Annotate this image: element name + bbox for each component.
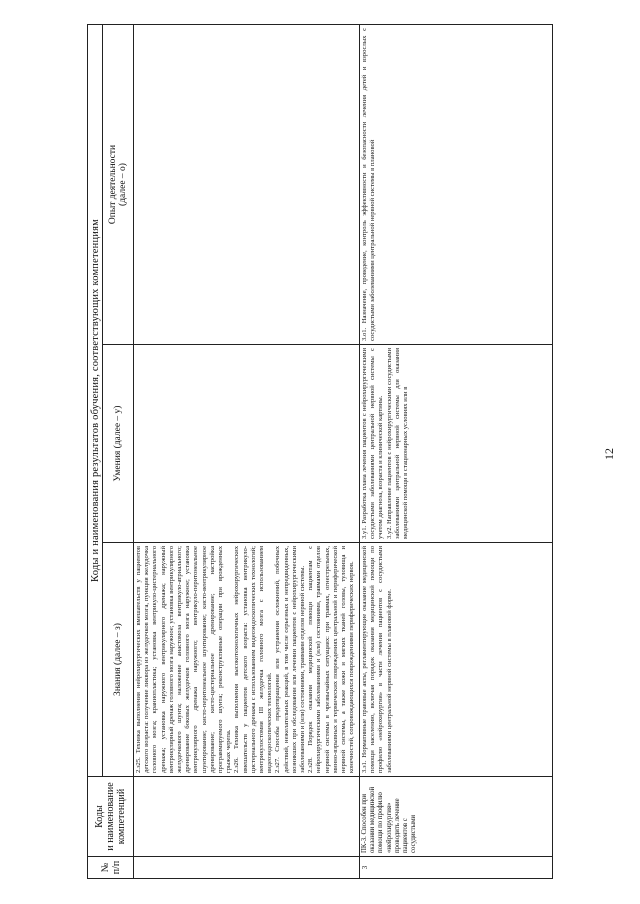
knowledge-item: 2.з27. Способы предотвращения или устранения осложнений, побочных действий, нежелательных реакций, в том числе серьезных и непредвиденных, возникших при обследовании или лечении пациентов с нейрохирургическими заболеваниями и (или) состояниями, травмами отделов нервной системы. [274, 546, 307, 773]
header-group-title: Коды и наименования результатов обучения, соответствующих компетенциям [88, 24, 103, 776]
header-row-sub [103, 24, 134, 878]
row1-knowledge [134, 543, 360, 777]
skill-item: 3.у1. Разработка плана лечения пациентов с нейрохирургическими сосудистыми заболеваниями центральной нервной системы с учетом диагноза, возраста и клинической картины. [361, 348, 385, 539]
row2-competence: ПК-3. Способен при оказании медицинской помощи по профилю «нейрохирургия» проводить лечение пациентов с сосудистыми [360, 777, 553, 857]
row1-skills [134, 345, 360, 543]
header-skills: Умения (далее – у) [103, 345, 134, 543]
header-knowledge: Знания (далее – з) [103, 543, 134, 777]
table-row [360, 24, 553, 878]
rotated-table-container [87, 25, 575, 879]
row2-knowledge [360, 543, 553, 777]
competency-table [87, 24, 553, 879]
table-row [134, 24, 360, 878]
row1-competence [134, 777, 360, 857]
row2-experience [360, 24, 553, 344]
knowledge-item: 2.з28. Порядок оказания медицинской помощи пациентам с нейрохирургическими заболеваниями и (или) состояниями, травмами отделов нервной системы в чрезвычайных ситуациях: при травмах, огнестрельных, минно-взрывных и термических повреждениях центральной и периферической нервной системы, а также кожи и мягких тканей головы, туловища и конечностей, сопровождающихся повреждениями периферических нервов. [307, 546, 356, 773]
row2-skills [360, 345, 553, 543]
header-row-top [88, 24, 103, 878]
knowledge-item: 2.з25. Техника выполнения нейрохирургических вмешательств у пациентов детского возраста: получение ликвора из желудочков мозга, пункция желудочка головного мозга; краниопластика; установка вентрикуло-цистернального дренажа; установка наружного вентрикулярного дренажа; наружный вентрикулярный дренаж головного мозга наружное; установка вентрикулярного желудочкового шунта; наложение анастомоза вентрикуло-атриального; дренирование боковых желудочков головного мозга наружное; установка вентрикулярного дренажа наружного; вентрикуло-перитонеальное шунтирование; кисто-перитонеальное шунтирование; кисто-вентрикулярное дренирование; кисто-цистернальное дренирование; настройка программируемого шунта; реконструктивные операции при врожденных грыжах черепа. [135, 546, 233, 773]
page-number: 12 [602, 448, 616, 460]
row1-num [134, 857, 360, 879]
header-num: № п/п [88, 857, 134, 879]
header-codes: Коды и наименование компетенций [88, 777, 134, 857]
skill-item: 3.у2. Направление пациентов с нейрохирургическими сосудистыми заболеваниями центральной нервной системы для оказания медицинской помощи в стационарных условиях или в [385, 348, 410, 539]
row1-experience [134, 24, 360, 344]
knowledge-item: 2.з26. Техника выполнения высокотехнологичных нейрохирургических вмешательств у пациентов детского возраста: установка вентрикуло-цистернального дренажа с использованием видеоэндоскопических технологий; вентрикулостомия III желудочка головного мозга с использованием видеоэндоскопических технологий. [233, 546, 274, 773]
experience-item: 3.о1. Назначение, проведение, контроль эффективности и безопасности лечения детей и взрослых с сосудистыми заболеваниями центральной нервной системы в плановой [361, 27, 377, 341]
header-experience: Опыт деятельности (далее – о) [103, 24, 134, 344]
knowledge-item: 3.з1. Нормативные правовые акты, регламентирующие оказание медицинской помощи населению, включая порядок оказания медицинской помощи по профилю «нейрохирургия» в части лечения пациентов с сосудистыми заболеваниями центральной нервной системы в плановой форме. [361, 546, 393, 773]
row2-num: 3 [360, 857, 553, 879]
